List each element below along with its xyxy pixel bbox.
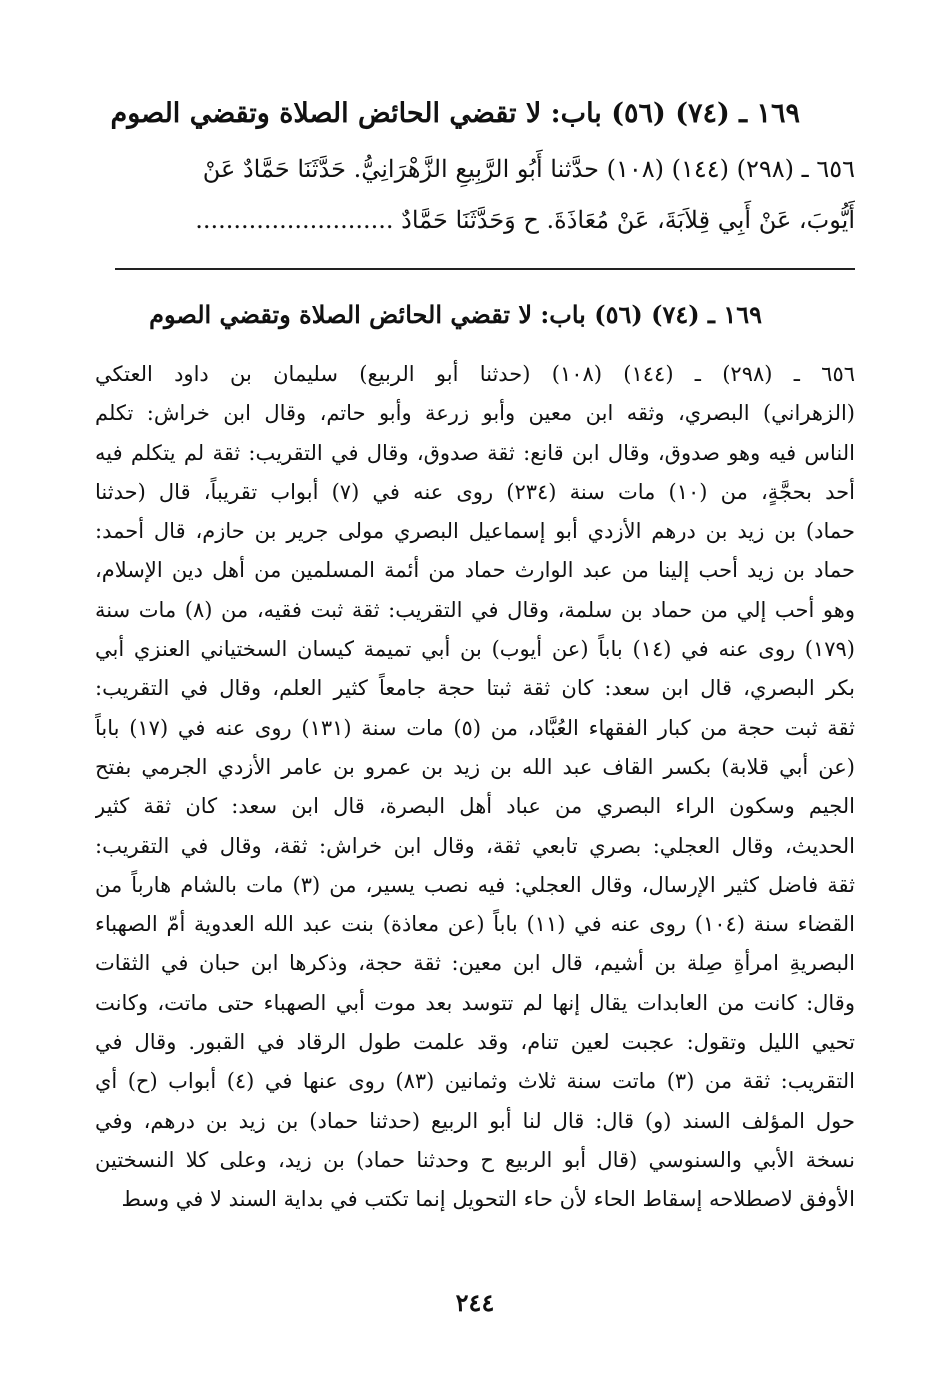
chapter-heading: ١٦٩ ـ (٧٤) (٥٦) باب: لا تقضي الحائض الصلاة وتقضي الصوم (110, 98, 800, 129)
commentary-line: الحديث، وقال العجلي: بصري تابعي ثقة، وقال ابن خراش: ثقة، وقال في التقريب: (95, 833, 855, 858)
commentary-line: (الزهراني) البصري، وثقه ابن معين وأبو زرعة وأبو حاتم، وقال ابن خراش: تكلم (95, 401, 855, 426)
page-number: ٢٤٤ (455, 1288, 495, 1317)
commentary-line: ٦٥٦ ـ (٢٩٨) ـ (١٤٤) (١٠٨) (حدثنا أبو الربيع) سليمان بن داود العتكي (95, 362, 855, 386)
commentary-line: وهو أحب إلي من حماد بن سلمة، وقال في التقريب: ثقة ثبت فقيه، من (٨) مات سنة (95, 597, 855, 622)
hadith-line: أَيُّوبَ، عَنْ أَبِي قِلاَبَةَ، عَنْ مُعَاذَةَ. ح وَحَدَّثَنَا حَمَّادٌ .......................... (195, 206, 855, 234)
commentary-line: تحيي الليل وتقول: عجبت لعين تنام، وقد علمت طول الرقاد في القبور. وقال في (95, 1030, 855, 1055)
commentary-line: التقريب: ثقة من (٣) ماتت سنة ثلاث وثمانين (٨٣) روى عنها في (٤) أبواب (ح) أي (95, 1069, 855, 1094)
commentary-line: حول المؤلف السند (و) قال: قال لنا أبو الربيع (حدثنا حماد) بن زيد بن درهم، وفي (95, 1108, 855, 1133)
commentary-line: ثقة فاضل كثير الإرسال، وقال العجلي: فيه نصب يسير، من (٣) مات بالشام هارباً من (95, 872, 855, 897)
hadith-line: ٦٥٦ ـ (٢٩٨) (١٤٤) (١٠٨) حدَّثنا أَبُو الرَّبِيعِ الزَّهْرَانِيُّ. حَدَّثَنَا حَمَّادٌ عَنْ (202, 155, 855, 183)
commentary-line: (١٧٩) روى عنه في (١٤) باباً (عن أيوب) بن أبي تميمة كيسان السختياني العنزي أبي (95, 637, 855, 662)
commentary-heading: ١٦٩ ـ (٧٤) (٥٦) باب: لا تقضي الحائض الصلاة وتقضي الصوم (149, 300, 762, 329)
commentary-line: البصريةِ امرأةِ صِلة بن أشيم، قال ابن معين: ثقة حجة، وذكرها ابن حبان في الثقات (95, 951, 855, 976)
commentary-line: حماد) بن زيد بن درهم الأزدي أبو إسماعيل البصري مولى جرير بن حازم، قال أحمد: (95, 519, 855, 544)
commentary-line: ثقة ثبت حجة من كبار الفقهاء العُبَّاد، من (٥) مات سنة (١٣١) روى عنه في (١٧) باباً (95, 715, 855, 740)
commentary-line: بكر البصري، قال ابن سعد: كان ثقة ثبتا حجة جامعاً كثير العلم، وقال في التقريب: (95, 676, 855, 701)
commentary-line: أحد بحجَّةٍ، من (١٠) مات سنة (٢٣٤) روى عنه في (٧) أبواب تقريباً، قال (حدثنا (95, 479, 855, 504)
commentary-line: القضاء سنة (١٠٤) روى عنه في (١١) باباً (عن معاذة) بنت عبد الله العدوية أمّ الصهباء (95, 912, 855, 937)
commentary-line: (عن أبي قلابة) بكسر القاف عبد الله بن زيد بن عمرو بن عامر الأزدي الجرمي بفتح (95, 754, 855, 779)
commentary-line: الناس فيه وهو صدوق، وقال ابن قانع: ثقة صدوق، وقال في التقريب: ثقة لم يتكلم فيه (95, 440, 855, 465)
commentary-line: الأوفق لاصطلاحه إسقاط الحاء لأن حاء التحويل إنما تكتب في بداية السند لا في وسط (121, 1187, 855, 1212)
divider-rule (115, 268, 855, 270)
commentary-text (95, 355, 855, 1220)
hadith-text (85, 144, 855, 246)
commentary-line: حماد بن زيد أحب إلينا من عبد الوارث حماد من أئمة المسلمين من أهل دين الإسلام، (95, 558, 855, 583)
commentary-line: الجيم وسكون الراء البصري من عباد أهل البصرة، قال ابن سعد: كان ثقة كثير (95, 794, 855, 819)
commentary-line: وقال: كانت من العابدات يقال إنها لم تتوسد بعد موت أبي الصهباء حتى ماتت، وكانت (95, 990, 855, 1015)
commentary-line: نسخة الأبي والسنوسي (قال أبو الربيع ح وحدثنا حماد) بن زيد، وعلى كلا النسختين (95, 1147, 855, 1172)
